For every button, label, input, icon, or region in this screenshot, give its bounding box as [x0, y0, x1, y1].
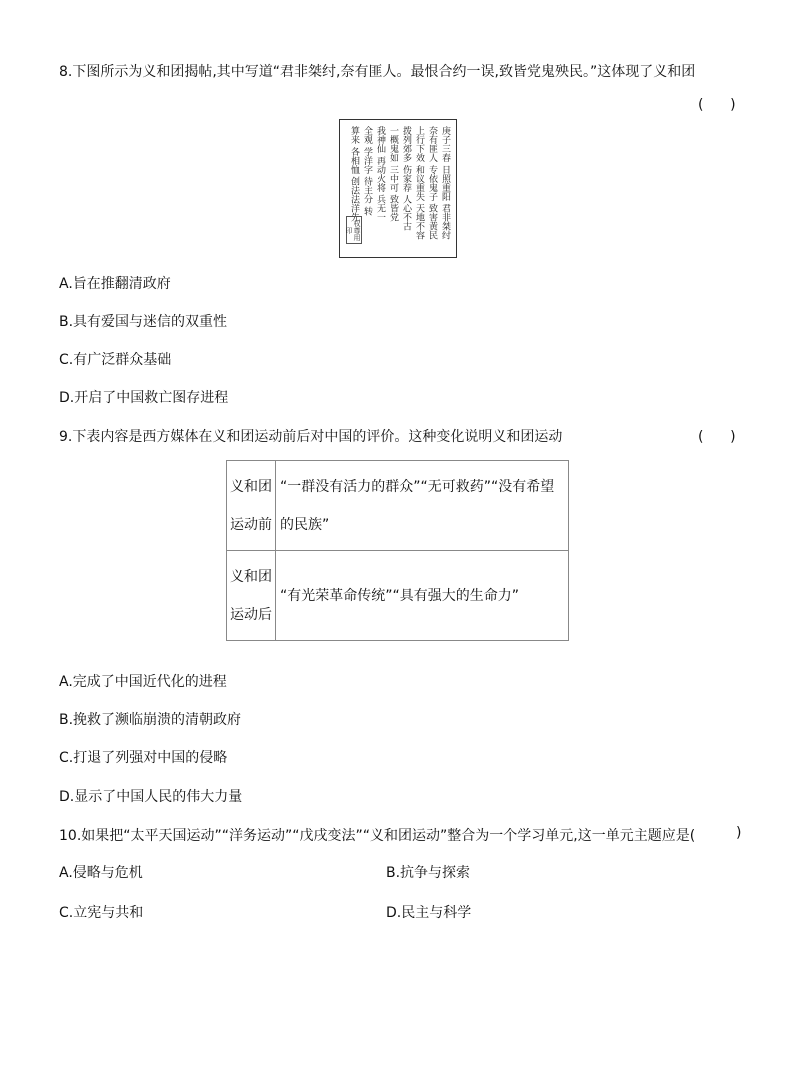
- poster-column: 上行下效 和议重失 天地不容: [414, 126, 424, 240]
- content-line: “有光荣革命传统”“具有强大的生命力”: [280, 587, 520, 604]
- q8-option-d[interactable]: D.开启了中国救亡图存进程: [59, 390, 229, 406]
- poster-column: 奈有匪人 专依鬼子 致害黄民: [427, 126, 437, 240]
- q10-option-d[interactable]: D.民主与科学: [386, 905, 472, 921]
- poster-column: 拨列郊多 伤家荐 人心不古: [401, 126, 411, 231]
- q9-stem: 9.下表内容是西方媒体在义和团运动前后对中国的评价。这种变化说明义和团运动: [59, 429, 563, 445]
- table-row: [227, 461, 569, 551]
- header-line: 义和团: [230, 478, 272, 495]
- q10-option-c[interactable]: C.立宪与共和: [59, 905, 144, 921]
- content-line: 的民族”: [280, 516, 330, 533]
- table-row: [227, 551, 569, 641]
- q9-answer-paren: ( ): [698, 429, 736, 445]
- header-line: 义和团: [230, 568, 272, 585]
- q10-answer-paren-close: ): [736, 825, 742, 841]
- q10-option-a[interactable]: A.侵略与危机: [59, 865, 143, 881]
- q10-stem: 10.如果把“太平天国运动”“洋务运动”“戊戌变法”“义和团运动”整合为一个学习单元,这一单元主题应是(: [59, 828, 696, 844]
- boxer-poster-image: [339, 119, 457, 258]
- poster-column: 庚子三春 日照重阳 君非桀纣: [440, 126, 450, 240]
- q9-option-c[interactable]: C.打退了列强对中国的侵略: [59, 750, 228, 766]
- q9-option-b[interactable]: B.挽救了濒临崩溃的清朝政府: [59, 712, 242, 728]
- table-header-cell: [227, 461, 276, 551]
- q9-option-a[interactable]: A.完成了中国近代化的进程: [59, 674, 227, 690]
- q8-option-b[interactable]: B.具有爱国与迷信的双重性: [59, 314, 228, 330]
- q9-option-d[interactable]: D.显示了中国人民的伟大力量: [59, 789, 243, 805]
- content-line: “一群没有活力的群众”“无可救药”“没有希望: [280, 478, 555, 495]
- media-evaluation-table: [226, 460, 569, 641]
- q8-option-a[interactable]: A.旨在推翻清政府: [59, 276, 171, 292]
- poster-column: 算来 各相恤 创法法洋先: [349, 126, 359, 222]
- table-content-cell: [276, 551, 569, 641]
- poster-column: 一概鬼如 三中可 致皆党: [388, 126, 398, 222]
- header-line: 运动前: [230, 516, 272, 533]
- table-content-cell: [276, 461, 569, 551]
- q8-answer-paren: ( ): [698, 97, 736, 113]
- poster-column: 我神仙 再动火将 兵无一: [375, 126, 385, 222]
- q8-option-c[interactable]: C.有广泛群众基础: [59, 352, 172, 368]
- poster-seal: 权尊用印: [346, 216, 362, 244]
- poster-column: 全观 学洋字 待主分 转: [362, 126, 372, 216]
- q8-stem: 8.下图所示为义和团揭帖,其中写道“君非桀纣,奈有匪人。最恨合约一误,致皆党鬼殃民。”这体现了义和团: [59, 64, 696, 80]
- header-line: 运动后: [230, 606, 272, 623]
- q10-option-b[interactable]: B.抗争与探索: [386, 865, 471, 881]
- table-header-cell: [227, 551, 276, 641]
